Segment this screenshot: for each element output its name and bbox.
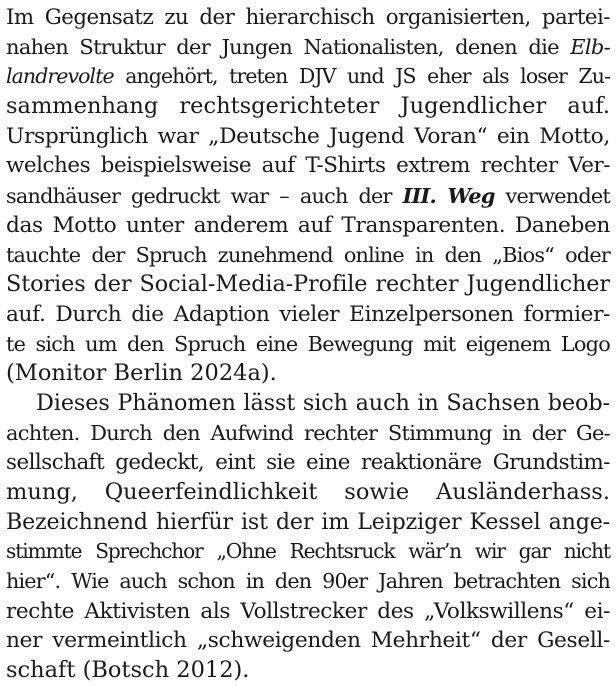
text-line: achten. Durch den Aufwind rechter Stimmung in der Ge- [6,420,610,445]
bold-italic-term: III. Weg [402,183,495,209]
text-line: landrevolte angehört, treten DJV und JS eher als loser Zu- [6,64,610,89]
text-line: auf. Durch die Adaption vieler Einzelpersonen formier- [6,301,610,327]
text-line: Im Gegensatz zu der hierarchisch organisierten, partei- [6,5,610,30]
text-line: te sich um den Spruch eine Bewegung mit eigenem Logo [6,331,610,356]
text-line: Stories der Social-Media-Profile rechter Jugendlicher [6,271,610,298]
italic-term: landrevolte [6,64,114,89]
document-page [6,3,610,686]
paragraph-2 [6,389,610,686]
text-line: sellschaft gedeckt, eint sie eine reaktionäre Grundstim- [6,450,610,476]
text-line: stimmte Sprechchor „Ohne Rechtsruck wär’n wir gar nicht [6,539,610,564]
text-line: welches beispielsweise auf T-Shirts extrem rechter Ver- [6,153,610,179]
text-line: rechte Aktivisten als Vollstrecker des „Volkswillens“ ei- [6,598,610,624]
text-line: Bezeichnend hierfür ist der im Leipziger Kessel ange- [6,508,610,535]
italic-term: Elb- [570,34,610,59]
text-line: mung, Queerfeindlichkeit sowie Ausländerhass. [6,479,610,505]
text-line: schaft (Botsch 2012). [6,657,250,684]
text-line: (Monitor Berlin 2024a). [6,360,277,387]
text-line: Dieses Phänomen lässt sich auch in Sachsen beob- [36,389,610,416]
text-line: nahen Struktur der Jungen Nationalisten, denen die Elb- [6,34,610,59]
text-line: hier“. Wie auch schon in den 90er Jahren betrachten sich [6,569,610,594]
paragraph-1 [6,3,610,389]
text-line: tauchte der Spruch zunehmend online in den „Bios“ oder [6,242,610,267]
text-line: sammenhang rechtsgerichteter Jugendlicher auf. [6,93,610,120]
text-line: das Motto unter anderem auf Transparenten. Daneben [6,212,610,238]
text-line: sandhäuser gedruckt war – auch der III. Weg verwendet [6,183,610,209]
text-line: Ursprünglich war „Deutsche Jugend Voran“ ein Motto, [6,123,610,149]
text-line: ner vermeintlich „schweigenden Mehrheit“ der Gesell- [6,628,610,654]
